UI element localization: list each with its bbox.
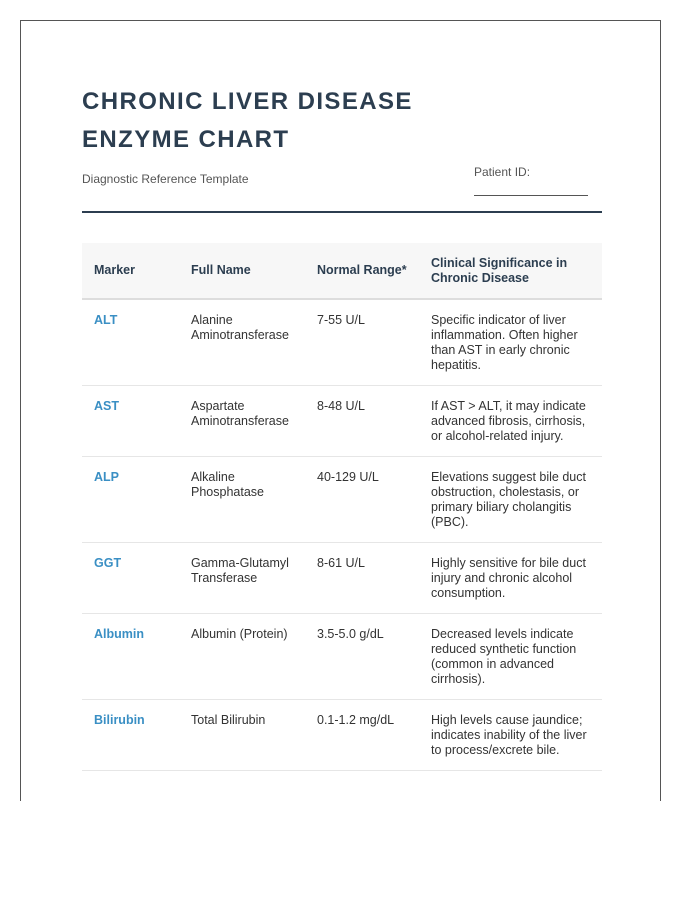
table-row [82, 386, 602, 457]
patient-id-field[interactable] [474, 165, 588, 196]
marker-cell: ALT [82, 299, 179, 386]
enzyme-table [82, 243, 602, 771]
significance-cell: If AST > ALT, it may indicate advanced fibrosis, cirrhosis, or alcohol-related injury. [419, 386, 602, 457]
full-name-cell: Total Bilirubin [179, 700, 305, 771]
normal-range-cell: 0.1-1.2 mg/dL [305, 700, 419, 771]
column-header-normal-range: Normal Range* [305, 243, 419, 299]
significance-cell: Highly sensitive for bile duct injury and chronic alcohol consumption. [419, 543, 602, 614]
normal-range-cell: 8-48 U/L [305, 386, 419, 457]
page-subtitle: Diagnostic Reference Template [82, 172, 249, 186]
marker-cell: Albumin [82, 614, 179, 700]
table-row [82, 457, 602, 543]
column-header-marker: Marker [82, 243, 179, 299]
column-header-full-name: Full Name [179, 243, 305, 299]
normal-range-cell: 7-55 U/L [305, 299, 419, 386]
full-name-cell: Albumin (Protein) [179, 614, 305, 700]
table-row [82, 700, 602, 771]
full-name-cell: Gamma-Glutamyl Transferase [179, 543, 305, 614]
table-row [82, 614, 602, 700]
column-header-clinical-significance: Clinical Significance in Chronic Disease [419, 243, 602, 299]
document-page [20, 20, 661, 801]
table-header-row [82, 243, 602, 299]
normal-range-cell: 8-61 U/L [305, 543, 419, 614]
marker-cell: Bilirubin [82, 700, 179, 771]
title-line-2: ENZYME CHART [82, 126, 290, 153]
marker-cell: AST [82, 386, 179, 457]
normal-range-cell: 40-129 U/L [305, 457, 419, 543]
significance-cell: Elevations suggest bile duct obstruction, cholestasis, or primary biliary cholangitis (PBC). [419, 457, 602, 543]
marker-cell: ALP [82, 457, 179, 543]
normal-range-cell: 3.5-5.0 g/dL [305, 614, 419, 700]
header-divider [82, 211, 602, 213]
patient-id-blank-line[interactable] [474, 195, 588, 196]
significance-cell: Specific indicator of liver inflammation. Often higher than AST in early chronic hepatitis. [419, 299, 602, 386]
patient-id-label: Patient ID: [474, 165, 531, 179]
full-name-cell: Aspartate Aminotransferase [179, 386, 305, 457]
significance-cell: Decreased levels indicate reduced synthetic function (common in advanced cirrhosis). [419, 614, 602, 700]
marker-cell: GGT [82, 543, 179, 614]
full-name-cell: Alanine Aminotransferase [179, 299, 305, 386]
significance-cell: High levels cause jaundice; indicates inability of the liver to process/excrete bile. [419, 700, 602, 771]
full-name-cell: Alkaline Phosphatase [179, 457, 305, 543]
table-row [82, 543, 602, 614]
table-row [82, 299, 602, 386]
title-line-1: CHRONIC LIVER DISEASE [82, 88, 413, 115]
page-title [82, 83, 442, 159]
